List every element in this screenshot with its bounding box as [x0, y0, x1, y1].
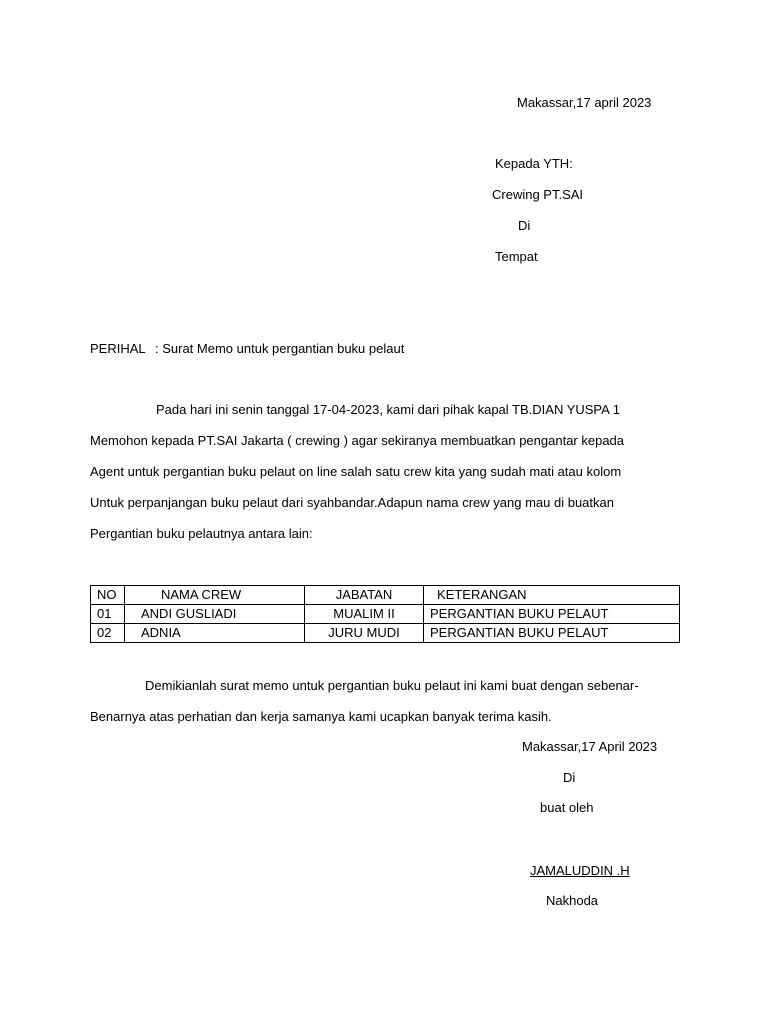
- signature-date: Makassar,17 April 2023: [522, 739, 658, 754]
- table-header-row: [91, 586, 680, 605]
- signatory-title: Nakhoda: [546, 893, 599, 908]
- cell-keterangan: PERGANTIAN BUKU PELAUT: [424, 605, 680, 624]
- cell-nama-crew: ANDI GUSLIADI: [125, 605, 305, 624]
- recipient-place: Tempat: [495, 249, 538, 264]
- subject-label: PERIHAL: [90, 341, 146, 356]
- table-row: [91, 624, 680, 643]
- header-no: NO: [91, 586, 125, 605]
- cell-keterangan: PERGANTIAN BUKU PELAUT: [424, 624, 680, 643]
- signatory-name: JAMALUDDIN .H: [530, 863, 630, 878]
- recipient-di: Di: [518, 218, 531, 233]
- body-line: Agent untuk pergantian buku pelaut on line salah satu crew kita yang sudah mati atau kolom: [90, 464, 622, 479]
- body-line: Memohon kepada PT.SAI Jakarta ( crewing ) agar sekiranya membuatkan pengantar kepada: [90, 433, 625, 448]
- recipient-salutation: Kepada YTH:: [495, 156, 573, 171]
- table-row: [91, 605, 680, 624]
- recipient-name: Crewing PT.SAI: [492, 187, 584, 202]
- header-jabatan: JABATAN: [305, 586, 424, 605]
- closing-line: Demikianlah surat memo untuk pergantian buku pelaut ini kami buat dengan sebenar-: [145, 678, 639, 693]
- cell-jabatan: JURU MUDI: [305, 624, 424, 643]
- letter-date: Makassar,17 april 2023: [517, 95, 652, 110]
- header-keterangan: KETERANGAN: [424, 586, 680, 605]
- cell-no: 01: [91, 605, 125, 624]
- cell-jabatan: MUALIM II: [305, 605, 424, 624]
- signature-di: Di: [563, 770, 576, 785]
- signature-made-by: buat oleh: [540, 800, 594, 815]
- subject-text: : Surat Memo untuk pergantian buku pelaut: [155, 341, 405, 356]
- closing-line: Benarnya atas perhatian dan kerja samanya kami ucapkan banyak terima kasih.: [90, 709, 552, 724]
- header-nama-crew: NAMA CREW: [125, 586, 305, 605]
- cell-nama-crew: ADNIA: [125, 624, 305, 643]
- crew-table: [90, 585, 680, 643]
- body-line: Pada hari ini senin tanggal 17-04-2023, kami dari pihak kapal TB.DIAN YUSPA 1: [156, 402, 620, 417]
- body-line: Untuk perpanjangan buku pelaut dari syahbandar.Adapun nama crew yang mau di buatkan: [90, 495, 614, 510]
- cell-no: 02: [91, 624, 125, 643]
- body-line: Pergantian buku pelautnya antara lain:: [90, 526, 313, 541]
